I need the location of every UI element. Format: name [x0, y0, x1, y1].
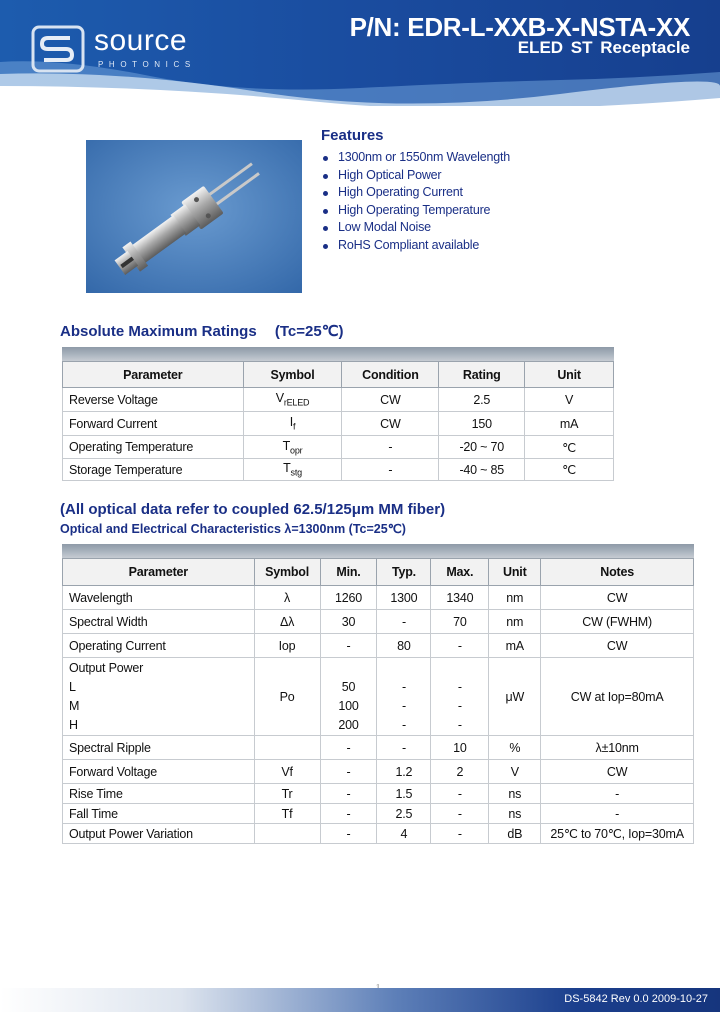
table-row [63, 804, 694, 824]
features-list [321, 149, 510, 254]
cell-min: 50 100 200 [320, 658, 377, 736]
cell-unit: ns [489, 784, 541, 804]
cell-typ: - - - [377, 658, 431, 736]
cell-symbol: $T_{opr}$ [243, 436, 342, 459]
cell-param: Wavelength [63, 586, 255, 610]
footer-bar [0, 988, 720, 1012]
features-title: Features [321, 127, 384, 144]
cell-symbol: λ [254, 586, 320, 610]
optical-subtitle: Optical and Electrical Characteristics λ=1300nm (Tc=25℃) [60, 522, 406, 536]
cell-param: Output Power L M H [63, 658, 255, 736]
cell-param: Fall Time [63, 804, 255, 824]
table-row [63, 459, 614, 481]
cell-unit: mA [489, 634, 541, 658]
logo-s-mark-icon [30, 24, 90, 76]
cell-param: Spectral Ripple [63, 736, 255, 760]
cell-max: - [431, 784, 489, 804]
cell-typ: - [377, 610, 431, 634]
feature-item: Low Modal Noise [321, 219, 510, 237]
cell-notes: CW at Iop=80mA [541, 658, 694, 736]
table-row [63, 736, 694, 760]
cell-symbol [254, 824, 320, 844]
cell-param: Storage Temperature [63, 459, 244, 481]
optical-table [62, 544, 694, 844]
cell-max: 2 [431, 760, 489, 784]
feature-item: RoHS Compliant available [321, 237, 510, 255]
table-row [63, 388, 614, 412]
table-header-bar [62, 347, 614, 361]
col-header: Symbol [243, 362, 342, 388]
cell-max: 70 [431, 610, 489, 634]
cell-unit: mA [525, 412, 614, 436]
cell-max: 10 [431, 736, 489, 760]
cell-notes: CW [541, 586, 694, 610]
cell-param: Spectral Width [63, 610, 255, 634]
cell-symbol: Iop [254, 634, 320, 658]
table-row [63, 412, 614, 436]
part-number: P/N: EDR-L-XXB-X-NSTA-XX [349, 12, 690, 42]
cell-symbol: $I_f$ [243, 412, 342, 436]
cell-param: Forward Current [63, 412, 244, 436]
feature-item: High Optical Power [321, 167, 510, 185]
cell-param: Rise Time [63, 784, 255, 804]
abs-max-table [62, 347, 614, 481]
cell-param: Output Power Variation [63, 824, 255, 844]
cell-condition: CW [342, 412, 439, 436]
cell-symbol: Δλ [254, 610, 320, 634]
cell-unit: % [489, 736, 541, 760]
cell-unit: μW [489, 658, 541, 736]
abs-max-title: Absolute Maximum Ratings [60, 323, 257, 340]
table-row [63, 634, 694, 658]
table-row [63, 824, 694, 844]
cell-rating: 2.5 [439, 388, 525, 412]
cell-typ: 80 [377, 634, 431, 658]
col-header: Unit [525, 362, 614, 388]
cell-max: 1340 [431, 586, 489, 610]
table-row [63, 760, 694, 784]
logo-subtitle: PHOTONICS [98, 60, 196, 69]
cell-typ: 2.5 [377, 804, 431, 824]
col-header: Notes [541, 559, 694, 586]
cell-condition: - [342, 436, 439, 459]
table-row-output-power [63, 658, 694, 736]
product-name: ELED ST Receptacle [517, 38, 690, 57]
optical-note: (All optical data refer to coupled 62.5/125μm MM fiber) [60, 501, 446, 518]
cell-unit: nm [489, 586, 541, 610]
abs-max-condition: (Tc=25℃) [274, 323, 344, 340]
col-header: Symbol [254, 559, 320, 586]
feature-item: High Operating Current [321, 184, 510, 202]
cell-unit: nm [489, 610, 541, 634]
cell-max: - [431, 634, 489, 658]
cell-max: - - - [431, 658, 489, 736]
cell-unit: V [489, 760, 541, 784]
table-row [63, 784, 694, 804]
features-section [321, 127, 510, 254]
cell-param: Reverse Voltage [63, 388, 244, 412]
cell-unit: dB [489, 824, 541, 844]
page-header [0, 0, 720, 106]
doc-revision: DS-5842 Rev 0.0 2009-10-27 [564, 993, 708, 1005]
cell-param: Operating Current [63, 634, 255, 658]
cell-max: - [431, 824, 489, 844]
cell-notes: λ±10nm [541, 736, 694, 760]
table-row [63, 610, 694, 634]
cell-typ: 1.5 [377, 784, 431, 804]
cell-symbol: Vf [254, 760, 320, 784]
col-header: Max. [431, 559, 489, 586]
cell-max: - [431, 804, 489, 824]
abs-max-heading [60, 322, 344, 340]
cell-symbol: $V_{rELED}$ [243, 388, 342, 412]
col-header: Unit [489, 559, 541, 586]
cell-rating: -20 ~ 70 [439, 436, 525, 459]
cell-typ: 4 [377, 824, 431, 844]
cell-rating: -40 ~ 85 [439, 459, 525, 481]
col-header: Condition [342, 362, 439, 388]
cell-min: - [320, 804, 377, 824]
cell-rating: 150 [439, 412, 525, 436]
cell-condition: - [342, 459, 439, 481]
col-header: Parameter [63, 559, 255, 586]
cell-param: Operating Temperature [63, 436, 244, 459]
cell-unit: V [525, 388, 614, 412]
cell-typ: 1.2 [377, 760, 431, 784]
col-header: Rating [439, 362, 525, 388]
cell-notes: - [541, 784, 694, 804]
cell-notes: CW [541, 634, 694, 658]
cell-min: - [320, 634, 377, 658]
cell-condition: CW [342, 388, 439, 412]
cell-typ: 1300 [377, 586, 431, 610]
cell-min: - [320, 784, 377, 804]
cell-symbol: Tr [254, 784, 320, 804]
cell-symbol [254, 736, 320, 760]
cell-min: - [320, 736, 377, 760]
cell-unit: ℃ [525, 436, 614, 459]
cell-unit: ns [489, 804, 541, 824]
logo-wordmark: source [94, 24, 188, 57]
cell-symbol: $T_{stg}$ [243, 459, 342, 481]
cell-param: Forward Voltage [63, 760, 255, 784]
col-header: Parameter [63, 362, 244, 388]
cell-typ: - [377, 736, 431, 760]
cell-notes: 25℃ to 70℃, Iop=30mA [541, 824, 694, 844]
table-header-bar [62, 544, 694, 558]
cell-symbol: Tf [254, 804, 320, 824]
product-photo [86, 140, 302, 293]
source-photonics-logo [30, 24, 220, 80]
cell-min: - [320, 824, 377, 844]
col-header: Min. [320, 559, 377, 586]
cell-notes: - [541, 804, 694, 824]
cell-notes: CW (FWHM) [541, 610, 694, 634]
cell-min: 1260 [320, 586, 377, 610]
table-row [63, 436, 614, 459]
table-row [63, 586, 694, 610]
feature-item: High Operating Temperature [321, 202, 510, 220]
col-header: Typ. [377, 559, 431, 586]
cell-min: - [320, 760, 377, 784]
cell-symbol: Po [254, 658, 320, 736]
cell-min: 30 [320, 610, 377, 634]
cell-unit: ℃ [525, 459, 614, 481]
cell-notes: CW [541, 760, 694, 784]
feature-item: 1300nm or 1550nm Wavelength [321, 149, 510, 167]
